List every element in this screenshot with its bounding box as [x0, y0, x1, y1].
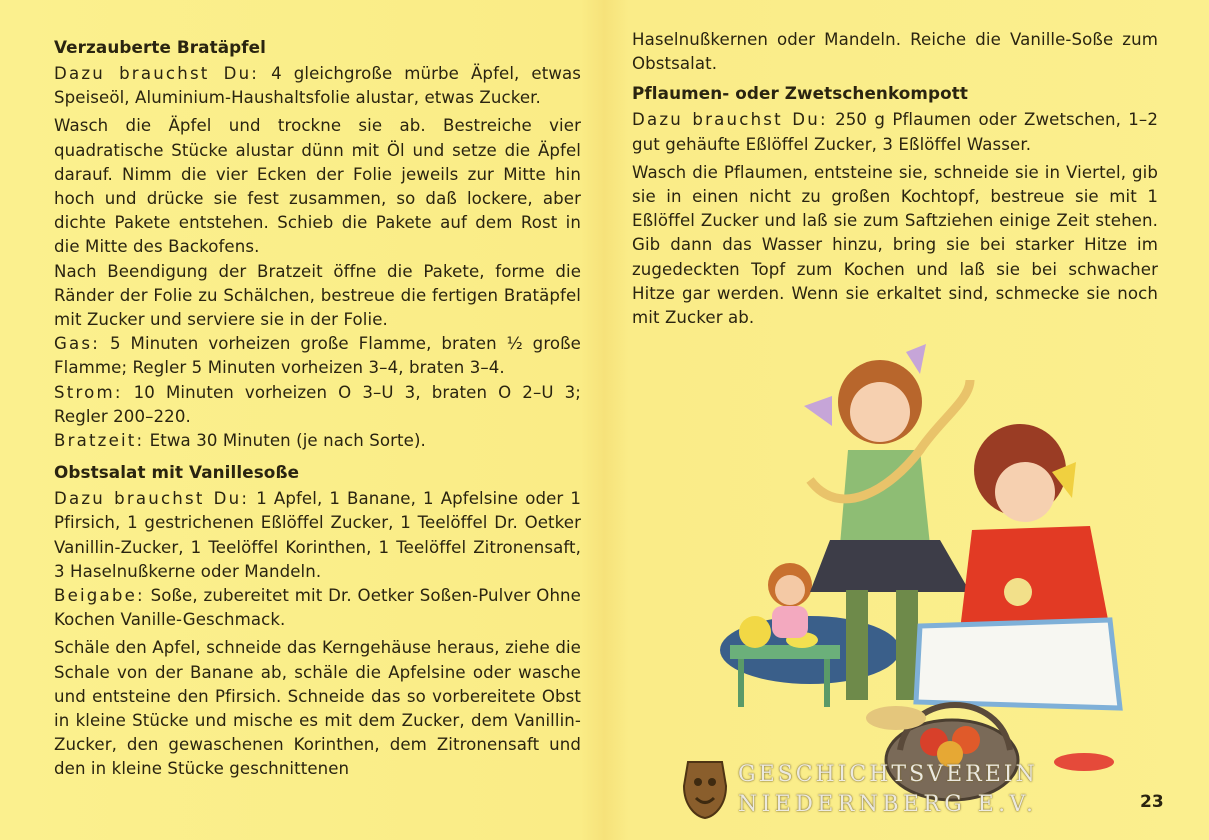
beigabe-label: Beigabe:: [54, 586, 145, 606]
girl2-apple: [1004, 578, 1032, 606]
watermark-line1: GESCHICHTSVEREIN: [738, 762, 1038, 787]
strom-instructions: [54, 381, 581, 429]
bowl: [866, 706, 926, 730]
watermark: [682, 756, 1038, 822]
right-column: [632, 28, 1158, 334]
girl1-skirt: [810, 540, 970, 592]
toy-table-leg: [824, 659, 830, 707]
ingredients-label: Dazu brauchst Du:: [632, 110, 828, 130]
doll-dress: [772, 606, 808, 638]
bratzeit-label: Bratzeit:: [54, 431, 145, 451]
left-column: [54, 30, 581, 786]
recipe-title-kompott: Pflaumen- oder Zwetschenkompott: [632, 83, 968, 104]
gas-instructions: [54, 332, 581, 380]
gas-label: Gas:: [54, 334, 101, 354]
toy-table: [730, 645, 840, 659]
step-bratapfel-2: Nach Beendigung der Bratzeit öffne die Pakete, forme die Ränder der Folie zu Schälchen, bestreue die fertigen Bratäpfel mit Zucker und serviere sie in der Folie.: [54, 261, 581, 330]
girl1-bow-left: [804, 396, 832, 426]
girl1-leg: [846, 590, 868, 700]
toy-table-leg: [738, 659, 744, 707]
girl2-dress: [960, 526, 1110, 630]
ingredients-text: 250 g Pflaumen oder Zwetschen, 1–2 gut gehäufte Eßlöffel Zucker, 3 Eßlöffel Wasser.: [632, 110, 1158, 154]
beigabe-text: Soße, zubereitet mit Dr. Oetker Soßen-Pulver Ohne Kochen Vanille-Geschmack.: [54, 586, 581, 630]
girl1-bow-right: [906, 344, 926, 374]
step-obstsalat-1: Schäle den Apfel, schneide das Kerngehäuse heraus, ziehe die Schale von der Banane ab, schäle die Apfelsine oder wasche und entsteine den Pfirsich. Schneide das so vorbereitete Obst in kleine Stücke und mische es mit dem Zucker, dem Vanillin-Zucker, den gewaschenen Korinthen, dem Zitronensaft und den in kleine Stücke geschnittenen: [54, 638, 581, 779]
girl2-face: [995, 462, 1055, 522]
step-bratapfel-1: Wasch die Äpfel und trockne sie ab. Bestreiche vier quadratische Stücke alustar dünn mit Öl und setze die Äpfel darauf. Nimm die vier Ecken der Folie jeweils zur Mitte hin hoch und drücke sie fest zusammen, so daß lockere, aber dichte Pakete entstehen. Schieb die Pakete auf dem Rost in die Mitte des Backofens.: [54, 116, 581, 257]
girl2-apron: [916, 620, 1120, 708]
continuation-text: Haselnußkernen oder Mandeln. Reiche die Vanille-Soße zum Obstsalat.: [632, 30, 1158, 74]
slipper: [1054, 753, 1114, 771]
doll-face: [775, 575, 805, 605]
toy-jug: [739, 616, 771, 648]
ingredients-text: 1 Apfel, 1 Banane, 1 Apfelsine oder 1 Pfirsich, 1 gestrichenen Eßlöffel Zucker, 1 Teelöffel Dr. Oetker Vanillin-Zucker, 1 Teelöffel Korinthen, 1 Teelöffel Zitronensaft, 3 Haselnußkerne oder Mandeln.: [54, 489, 582, 581]
ingredients-label: Dazu brauchst Du:: [54, 64, 260, 83]
ingredients-bratapfel: [54, 62, 581, 110]
ingredients-obstsalat: [54, 487, 581, 584]
illustration-girls: [720, 330, 1180, 810]
ingredients-kompott: [632, 108, 1158, 156]
watermark-emblem-icon: [682, 758, 728, 820]
recipe-title-obstsalat: Obstsalat mit Vanillesoße: [54, 462, 300, 483]
recipe-title-bratapfel: Verzauberte Bratäpfel: [54, 37, 266, 57]
ingredients-text: 4 gleichgroße mürbe Äpfel, etwas Speiseöl, Aluminium-Haushaltsfolie alustar, etwas Zucker.: [54, 64, 582, 108]
strom-label: Strom:: [54, 382, 123, 402]
strom-text: 10 Minuten vorheizen O 3–U 3, braten O 2–U 3; Regler 200–220.: [54, 382, 581, 426]
step-kompott-1: Wasch die Pflaumen, entsteine sie, schneide sie in Viertel, gib sie in einen nicht zu großen Kochtopf, bestreue sie mit 1 Eßlöffel Zucker und laß sie zum Saftziehen einige Zeit stehen. Gib dann das Wasser hinzu, bring sie bei starker Hitze im zugedeckten Topf zum Kochen und laß sie bei schwacher Hitze gar werden. Wenn sie erkaltet sind, schmecke sie noch mit Zucker ab.: [632, 162, 1158, 328]
page-number: 23: [1140, 792, 1164, 812]
ingredients-label: Dazu brauchst Du:: [54, 489, 250, 509]
girl1-face: [850, 382, 910, 442]
gas-text: 5 Minuten vorheizen große Flamme, braten ½ große Flamme; Regler 5 Minuten vorheizen 3–4, braten 3–4.: [54, 334, 581, 378]
bratzeit-instructions: [54, 429, 581, 453]
watermark-line2: NIEDERNBERG E.V.: [738, 792, 1038, 817]
beigabe-obstsalat: [54, 584, 581, 632]
bratzeit-text: Etwa 30 Minuten (je nach Sorte).: [144, 431, 426, 451]
